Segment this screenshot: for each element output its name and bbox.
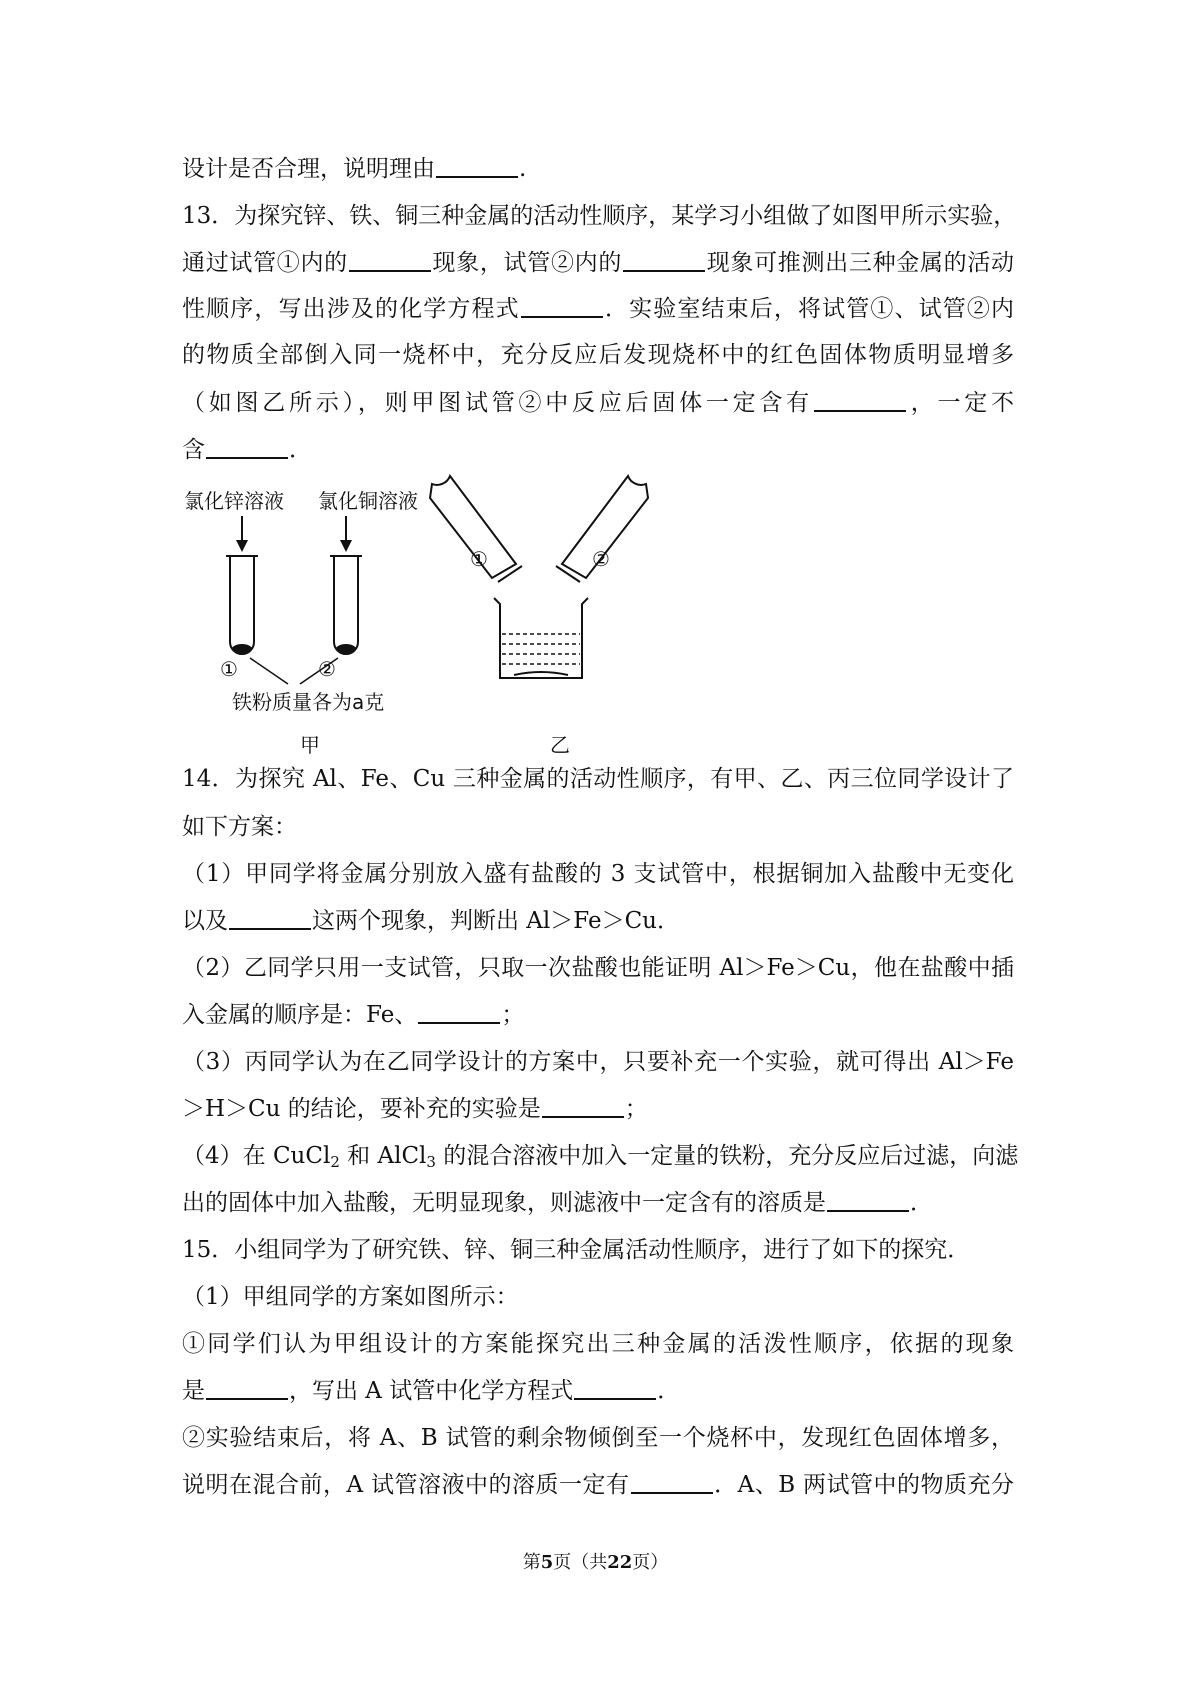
arrow-icon — [340, 516, 352, 552]
answer-blank — [436, 154, 518, 178]
text-line: 出的固体中加入盐酸，无明显现象，则滤液中一定含有的溶质是 ． — [182, 1190, 933, 1216]
caption-yi: 乙 — [550, 733, 570, 757]
text-line: 设计是否合理，说明理由 . — [182, 156, 527, 182]
experiment-figure — [182, 474, 702, 764]
text-line: ②实验结束后，将 A、B 试管的剩余物倾倒至一个烧杯中，发现红色固体增多， — [182, 1425, 1014, 1451]
answer-blank — [542, 1094, 624, 1118]
page-total: 22 — [607, 1552, 633, 1573]
text-line: 的物质全部倒入同一烧杯中，充分反应后发现烧杯中的红色固体物质明显增多 — [182, 342, 1014, 368]
text-line: 含 ． — [182, 437, 312, 463]
question-13-line: 13．为探究锌、铁、铜三种金属的活动性顺序，某学习小组做了如图甲所示实验， — [182, 203, 1017, 229]
text-line: （1）甲同学将金属分别放入盛有盐酸的 3 支试管中，根据铜加入盐酸中无变化 — [182, 861, 1014, 887]
answer-blank — [229, 906, 311, 930]
answer-blank — [631, 1470, 713, 1494]
question-14-line: 14．为探究 Al、Fe、Cu 三种金属的活动性顺序，有甲、乙、丙三位同学设计了 — [182, 766, 1014, 792]
arrow-icon — [236, 516, 248, 552]
beaker — [494, 598, 588, 678]
tube-2-number: ② — [318, 657, 336, 681]
test-tube-1 — [226, 556, 258, 654]
text-line: （2）乙同学只用一支试管，只取一次盐酸也能证明 Al＞Fe＞Cu，他在盐酸中插 — [182, 955, 1014, 981]
answer-blank — [349, 248, 431, 272]
answer-blank — [814, 388, 906, 412]
yi-tube-1-number: ① — [470, 547, 488, 571]
text-line: 以及 这两个现象，判断出 Al＞Fe＞Cu． — [182, 908, 680, 934]
question-15-line: 15．小组同学为了研究铁、锌、铜三种金属活动性顺序，进行了如下的探究． — [182, 1237, 971, 1263]
page-number: 5 — [540, 1552, 554, 1573]
caption-jia: 甲 — [300, 733, 320, 757]
answer-blank — [206, 435, 288, 459]
label-zinc-chloride: 氯化锌溶液 — [184, 489, 284, 513]
text-line: 说明在混合前，A 试管溶液中的溶质一定有 ．A、B 两试管中的物质充分 — [182, 1472, 1015, 1498]
answer-blank — [521, 294, 603, 318]
answer-blank — [418, 1000, 500, 1024]
answer-blank — [827, 1188, 909, 1212]
text-line: 是 ，写出 A 试管中化学方程式 ． — [182, 1378, 681, 1404]
text-line: ①同学们认为甲组设计的方案能探究出三种金属的活泼性顺序，依据的现象 — [182, 1331, 1014, 1357]
answer-blank — [206, 1376, 288, 1400]
text-line: （1）甲组同学的方案如图所示： — [182, 1284, 519, 1310]
text-line: ＞H＞Cu 的结论，要补充的实验是 ； — [182, 1096, 648, 1122]
text-line: （3）丙同学认为在乙同学设计的方案中，只要补充一个实验，就可得出 Al＞Fe — [182, 1049, 1014, 1075]
tube-1-number: ① — [220, 657, 238, 681]
text-line: 通过试管①内的 现象，试管②内的 现象可推测出三种金属的活动 — [182, 250, 1015, 276]
text-line: （如图乙所示），则甲图试管②中反应后固体一定含有 ，一定不 — [182, 390, 1015, 416]
label-copper-chloride: 氯化铜溶液 — [318, 489, 418, 513]
page-footer: 第5页（共22页） — [522, 1552, 669, 1573]
text-line: 如下方案： — [182, 814, 297, 840]
text-line: 性顺序，写出涉及的化学方程式 ．实验室结束后，将试管①、试管②内 — [182, 296, 1015, 322]
answer-blank — [574, 1376, 656, 1400]
yi-tube-2-number: ② — [592, 547, 610, 571]
answer-blank — [623, 248, 705, 272]
iron-powder-label: 铁粉质量各为a克 — [232, 690, 385, 714]
text-line: 入金属的顺序是：Fe、 ； — [182, 1002, 525, 1028]
text-line: （4）在 CuCl$_2$ 和 AlCl$_3$ 的混合溶液中加入一定量的铁粉，充分反应后过滤，向滤 — [182, 1143, 1019, 1171]
test-tube-2 — [330, 556, 362, 654]
